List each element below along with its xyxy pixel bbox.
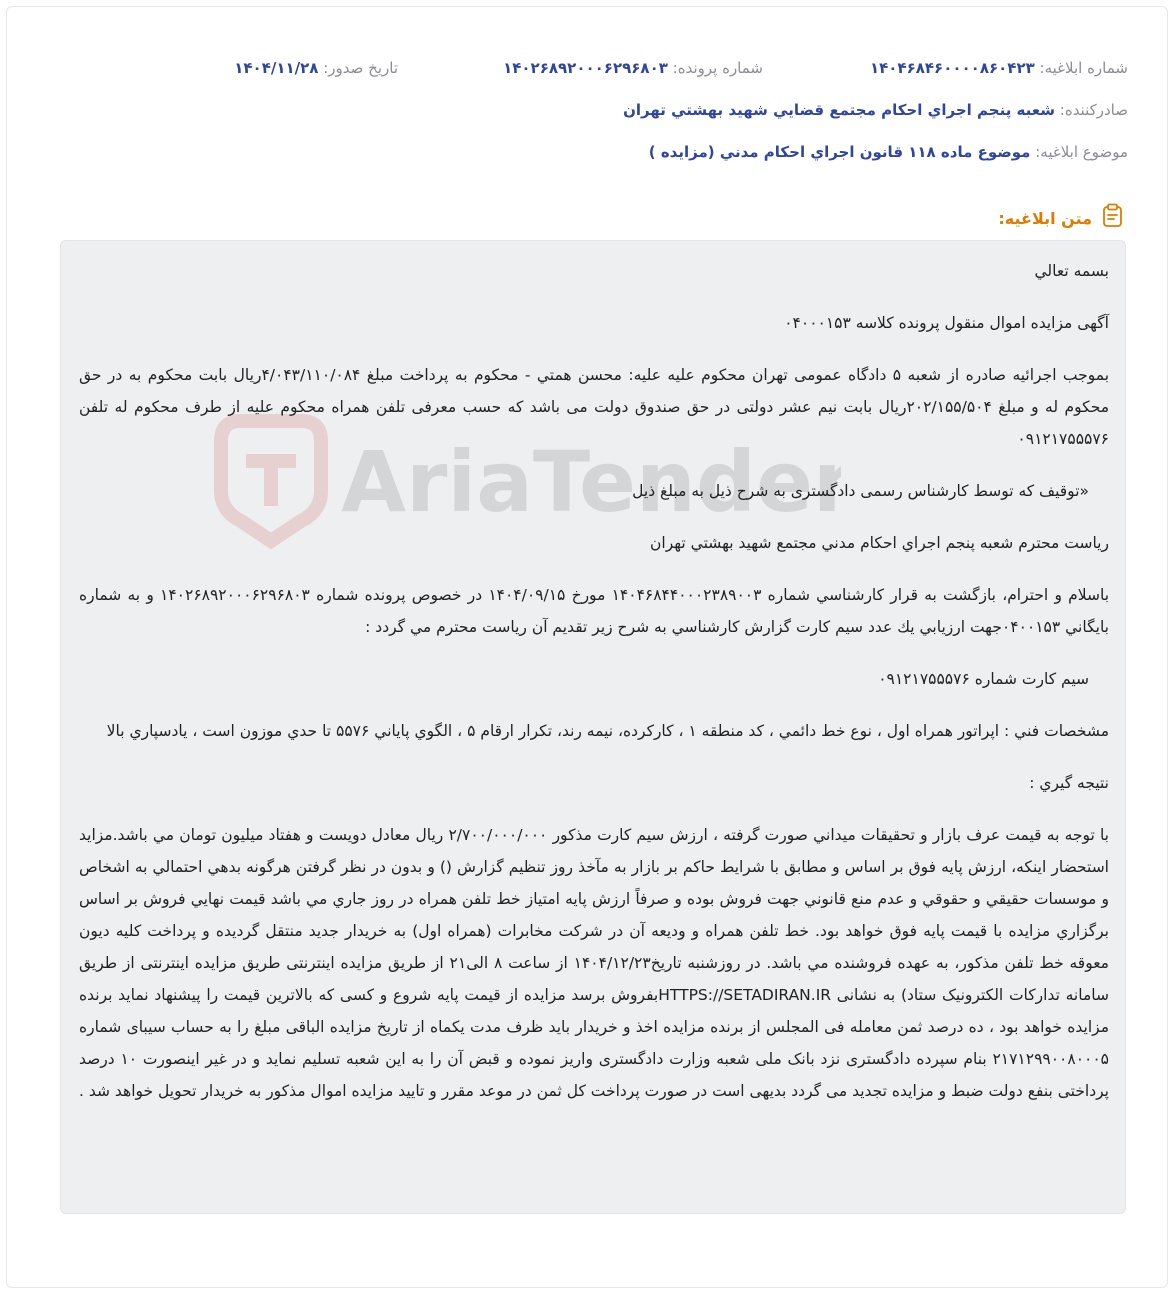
- body-paragraph-heading: بسمه تعالي: [1034, 262, 1109, 280]
- section-title: متن ابلاغیه:: [998, 208, 1092, 228]
- notice-body: [79, 255, 1109, 1127]
- body-paragraph-specs: مشخصات فني : اپراتور همراه اول ، نوع خط دائمي ، كد منطقه ۱ ، كاركرده، نيمه رند، تكرار ارقام ۵ ، الگوي پاياني ۵۵۷۶ تا حدي موزون است ، يادسپاري بالا: [106, 722, 1109, 740]
- notice-body-card: [60, 240, 1126, 1214]
- issuer-value: شعبه پنجم اجراي احكام مجتمع قضايي شهيد بهشتي تهران: [623, 101, 1055, 119]
- issuer-field: [623, 101, 1128, 119]
- body-paragraph-execution: بموجب اجرائیه صادره از شعبه ۵ دادگاه عمومی تهران محکوم علیه علیه: محسن همتي - محکوم به پرداخت مبلغ ۴/۰۴۳/۱۱۰/۰۸۴ریال بابت محکوم به در حق محکوم له و مبلغ ۲۰۲/۱۵۵/۵۰۴ریال بابت نیم عشر دولتی در حق صندوق دولت می باشد که حسب معرفی تلفن همراه محکوم علیه از طرف محکوم له تلفن ۰۹۱۲۱۷۵۵۵۷۶: [79, 366, 1110, 448]
- body-paragraph-conclusion: با توجه به قيمت عرف بازار و تحقيقات ميداني صورت گرفته ، ارزش سيم كارت مذكور ۲/۷۰۰/۰۰۰/۰۰۰ ريال معادل دويست و هفتاد ميليون تومان مي باشد.مزايد استحضار اينكه، ارزش پايه فوق بر اساس و مطابق با شرايط حاكم بر بازار به مآخذ روز تنظيم گزارش () و بدون در نظر گرفتن هرگونه بدهي احتمالي به اشخاص و موسسات حقيقي و حقوقي و عدم منع قانوني جهت فروش بوده و صرفاً ارزش پايه امتياز خط تلفن همراه در روز جاري مي باشد قيمت نهايي فروش بر اساس برگزاري مزايده با قيمت پايه فوق خواهد بود. خط تلفن همراه و وديعه آن در شركت مخابرات (همراه اول) به خريدار جديد منتقل گرديده و پرداخت كليه ديون معوقه خط تلفن مذكور، به عهده فروشنده مي باشد. در روزشنبه تاریخ۱۴۰۴/۱۲/۲۳ از ساعت ۸ الی۲۱ از طریق مزایده اینترنتی طریق مزایده اینترنتی از طریق سامانه تدارکات الکترونیک ستاد) به نشانی HTTPS://SETADIRAN.IRبفروش برسد مزایده از قیمت پایه شروع و کسی که بالاترین قیمت را پیشنهاد نماید برنده مزایده خواهد بود ، ده درصد ثمن معامله فی المجلس از برنده مزایده اخذ و خریدار باید ظرف مدت یکماه از تاریخ مزایده الباقی مبلغ را به حساب سیبای شماره ۲۱۷۱۲۹۹۰۰۸۰۰۰۵ بنام سپرده دادگستری نزد بانک ملی شعبه وزارت دادگستری واریز نموده و قبض آن را به این شعبه تسلیم نماید و در غیر اینصورت ۱۰ درصد پرداختی بنفع دولت ضبط و مزایده تجدید می گردد بدیهی است در صورت پرداخت کل ثمن در موعد مقرر و تایید مزایده اموال مذکور به خریدار تحویل خواهد شد .: [79, 826, 1110, 1100]
- subject-label: موضوع ابلاغیه:: [1035, 143, 1128, 161]
- body-paragraph-conclusion-title: نتيجه گيري :: [1029, 774, 1109, 792]
- case-number-value: ۱۴۰۲۶۸۹۲۰۰۰۶۲۹۶۸۰۳: [503, 59, 668, 77]
- case-number-label: شماره پرونده:: [672, 59, 763, 77]
- case-number-field: [503, 59, 763, 77]
- notice-number-value: ۱۴۰۴۶۸۴۶۰۰۰۰۸۶۰۴۲۳: [869, 59, 1035, 77]
- issue-date-field: [234, 59, 398, 77]
- notice-number-field: [870, 59, 1128, 77]
- document-icon: [1100, 203, 1126, 233]
- watermark-text: AriaTender: [341, 433, 841, 531]
- notice-number-label: شماره ابلاغیه:: [1039, 59, 1128, 77]
- notice-text-heading: [998, 203, 1126, 233]
- issuer-label: صادرکننده:: [1059, 101, 1128, 119]
- body-paragraph-greeting: باسلام و احترام، بازگشت به قرار كارشناسي شماره ۱۴۰۴۶۸۴۴۰۰۰۲۳۸۹۰۰۳ مورخ ۱۴۰۴/۰۹/۱۵ در خصوص پرونده شماره ۱۴۰۲۶۸۹۲۰۰۰۶۲۹۶۸۰۳ و به شماره بايگاني ۰۴۰۰۱۵۳جهت ارزيابي يك عدد سيم كارت گزارش كارشناسي به شرح زير تقديم آن رياست محترم مي گردد :: [79, 586, 1110, 636]
- body-paragraph-title: آگهی مزایده اموال منقول پرونده کلاسه ۰۴۰۰۰۱۵۳: [784, 314, 1109, 332]
- body-paragraph-simcard: سيم كارت شماره ۰۹۱۲۱۷۵۵۵۷۶: [878, 670, 1089, 688]
- issue-date-label: تاریخ صدور:: [323, 59, 398, 77]
- subject-field: [649, 143, 1128, 161]
- subject-value: موضوع ماده ۱۱۸ قانون اجراي احكام مدني (مزايده ): [648, 143, 1031, 161]
- issue-date-value: ۱۴۰۴/۱۱/۲۸: [234, 59, 319, 77]
- body-paragraph-addressee: رياست محترم شعبه پنجم اجراي احكام مدني مجتمع شهيد بهشتي تهران: [650, 534, 1109, 552]
- body-paragraph-seizure: «توقیف که توسط کارشناس رسمی دادگستری به شرح ذیل به مبلغ ذیل: [632, 482, 1089, 500]
